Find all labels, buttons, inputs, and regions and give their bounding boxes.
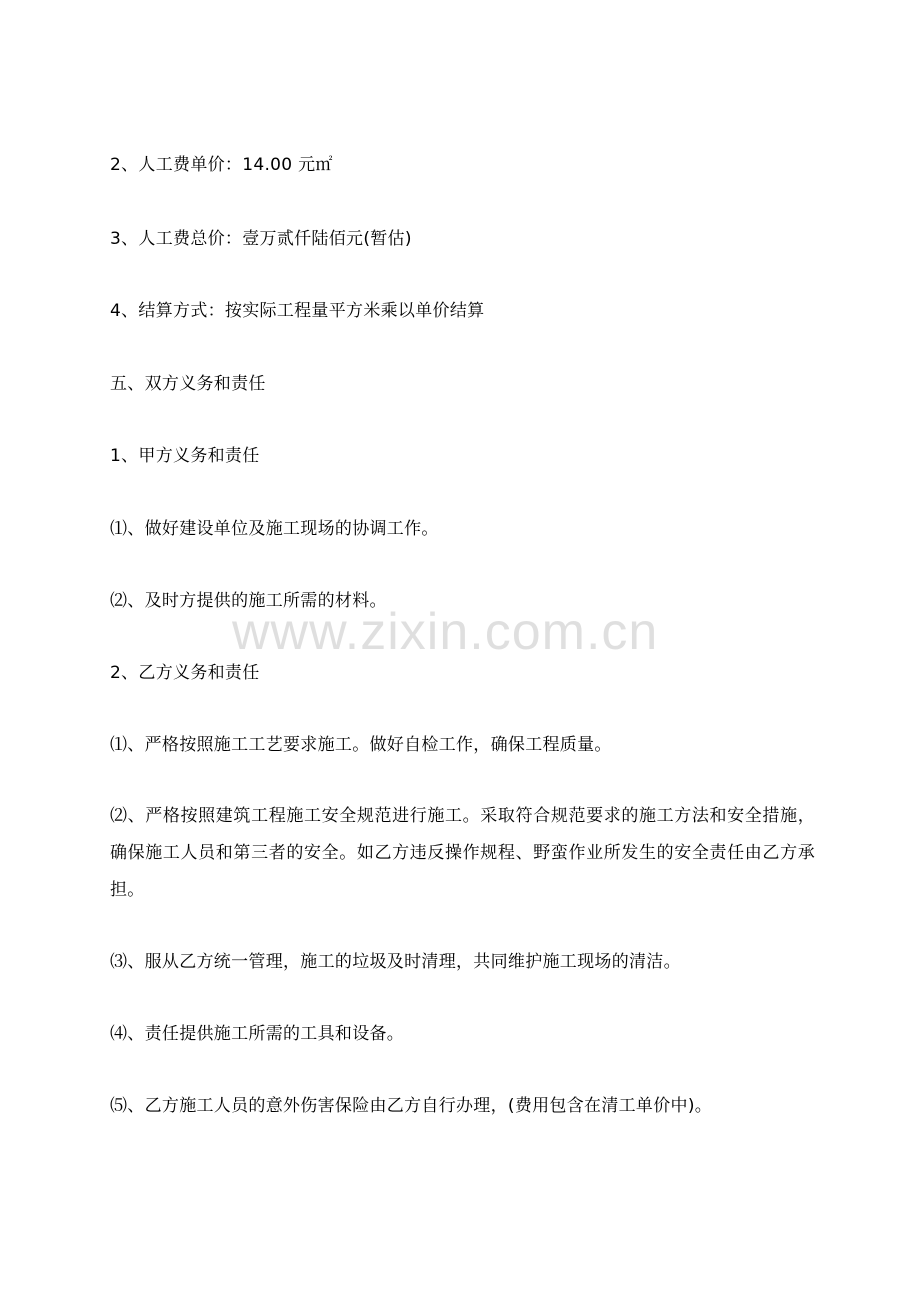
line-labor-total-price: 3、人工费总价：壹万贰仟陆佰元(暂估) (110, 229, 412, 249)
party-a-item-2: ⑵、及时方提供的施工所需的材料。 (110, 591, 387, 611)
line-labor-unit-price: 2、人工费单价：14.00 元㎡ (110, 155, 333, 175)
party-b-item-2: ⑵、严格按照建筑工程施工安全规范进行施工。采取符合规范要求的施工方法和安全措施，确保施工人员和第三者的安全。如乙方违反操作规程、野蛮作业所发生的安全责任由乙方承担。 (110, 806, 815, 900)
party-b-item-5: ⑸、乙方施工人员的意外伤害保险由乙方自行办理，(费用包含在清工单价中)。 (110, 1096, 713, 1116)
section-heading-obligations: 五、双方义务和责任 (110, 374, 266, 394)
subheading-party-b: 2、乙方义务和责任 (110, 663, 260, 683)
subheading-party-a: 1、甲方义务和责任 (110, 446, 260, 466)
party-b-item-1: ⑴、严格按照施工工艺要求施工。做好自检工作，确保工程质量。 (110, 735, 612, 755)
party-b-item-3: ⑶、服从乙方统一管理，施工的垃圾及时清理，共同维护施工现场的清洁。 (110, 952, 681, 972)
party-b-item-4: ⑷、责任提供施工所需的工具和设备。 (110, 1024, 405, 1044)
line-settlement-method: 4、结算方式：按实际工程量平方米乘以单价结算 (110, 301, 485, 321)
watermark-text: www.zixin.com.cn (232, 603, 659, 661)
party-a-item-1: ⑴、做好建设单位及施工现场的协调工作。 (110, 519, 439, 539)
